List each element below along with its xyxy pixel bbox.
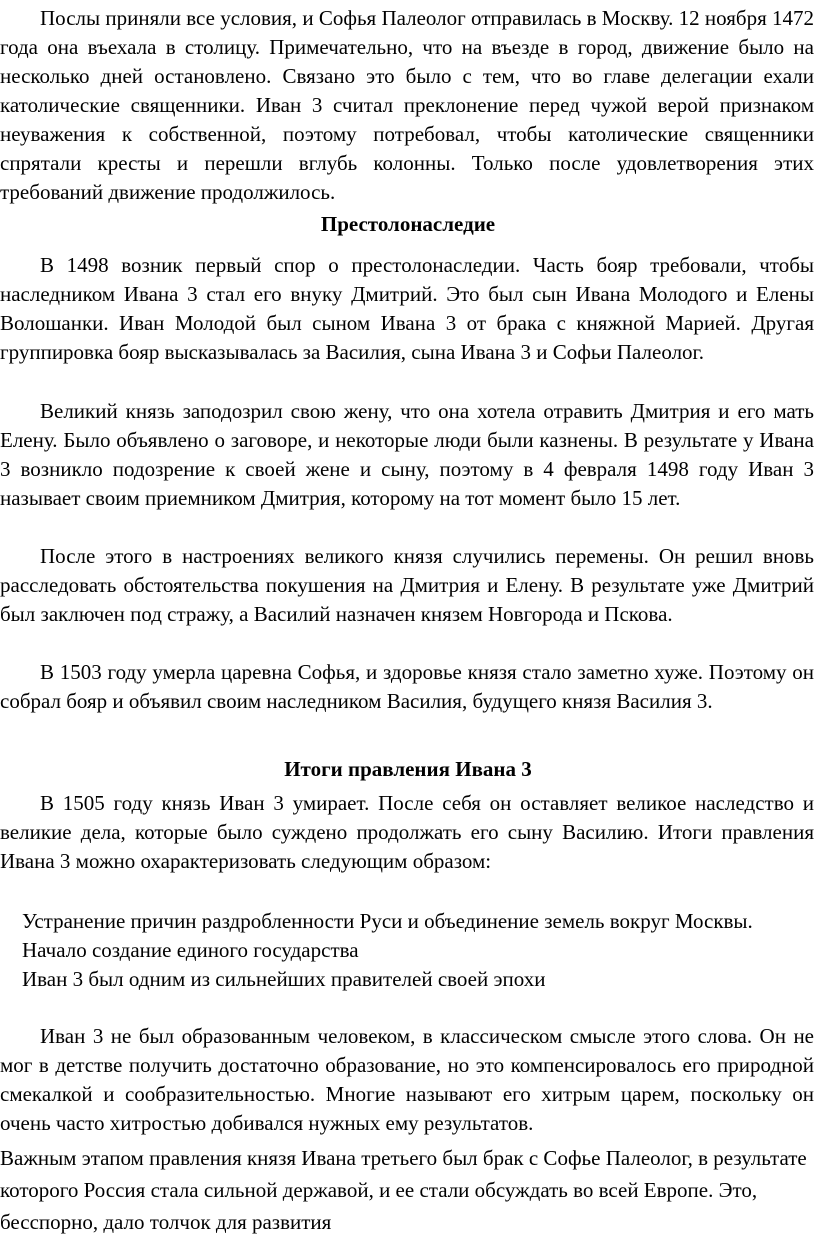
paragraph-succession-dispute: В 1498 возник первый спор о престолонаследии. Часть бояр требовали, чтобы наследником Ивана 3 стал его внуку Дмитрий. Это был сын Ивана Молодого и Елены Волошанки. Иван Молодой был сыном Ивана 3 от брака с княжной Марией. Другая группировка бояр высказывалась за Василия, сына Ивана 3 и Софьи Палеолог. xyxy=(0,253,814,364)
paragraph-education: Иван 3 не был образованным человеком, в классическом смысле этого слова. Он не мог в детстве получить достаточно образование, но это компенсировалось его природной смекалкой и сообразительностью. Многие называют его хитрым царем, поскольку он очень часто хитростью добивался нужных ему результатов. xyxy=(0,1024,814,1135)
paragraph-heir-vasily: В 1503 году умерла царевна Софья, и здоровье князя стало заметно хуже. Поэтому он собрал бояр и объявил своим наследником Василия, будущего князя Василия 3. xyxy=(0,660,814,713)
paragraph-conspiracy: Великий князь заподозрил свою жену, что она хотела отравить Дмитрия и его мать Елену. Было объявлено о заговоре, и некоторые люди были казнены. В результате у Ивана 3 возникло подозрение к своей жене и сыну, поэтому в 4 февраля 1498 году Иван 3 называет своим приемником Дмитрия, которому на тот момент было 15 лет. xyxy=(0,399,814,510)
heading-results: Итоги правления Ивана 3 xyxy=(284,757,532,781)
heading-succession: Престолонаследие xyxy=(320,212,496,236)
paragraph-death: В 1505 году князь Иван 3 умирает. После себя он оставляет великое наследство и великие дела, которые было суждено продолжать его сыну Василию. Итоги правления Ивана 3 можно охарактеризовать следующим образом: xyxy=(0,791,814,873)
paragraph-marriage: Важным этапом правления князя Ивана третьего был брак с Софье Палеолог, в результате которого Россия стала сильной державой, и ее стали обсуждать во всей Европе. Это, бесспорно, дало толчок для развития xyxy=(0,1146,807,1234)
list-item: Начало создание единого государства xyxy=(22,938,359,962)
paragraph-investigation: После этого в настроениях великого князя случились перемены. Он решил вновь расследовать обстоятельства покушения на Дмитрия и Елену. В результате уже Дмитрий был заключен под стражу, а Василий назначен князем Новгорода и Пскова. xyxy=(0,544,814,626)
list-item: Устранение причин раздробленности Руси и объединение земель вокруг Москвы. xyxy=(22,909,753,933)
list-item: Иван 3 был одним из сильнейших правителей своей эпохи xyxy=(22,967,546,991)
results-list xyxy=(22,907,814,994)
paragraph-embassy: Послы приняли все условия, и Софья Палеолог отправилась в Москву. 12 ноября 1472 года она въехала в столицу. Примечательно, что на въезде в город, движение было на несколько дней остановлено. Связано это было с тем, что во главе делегации ехали католические священники. Иван 3 считал преклонение перед чужой верой признаком неуважения к собственной, поэтому потребовал, чтобы католические священники спрятали кресты и перешли вглубь колонны. Только после удовлетворения этих требований движение продолжилось. xyxy=(0,6,814,204)
